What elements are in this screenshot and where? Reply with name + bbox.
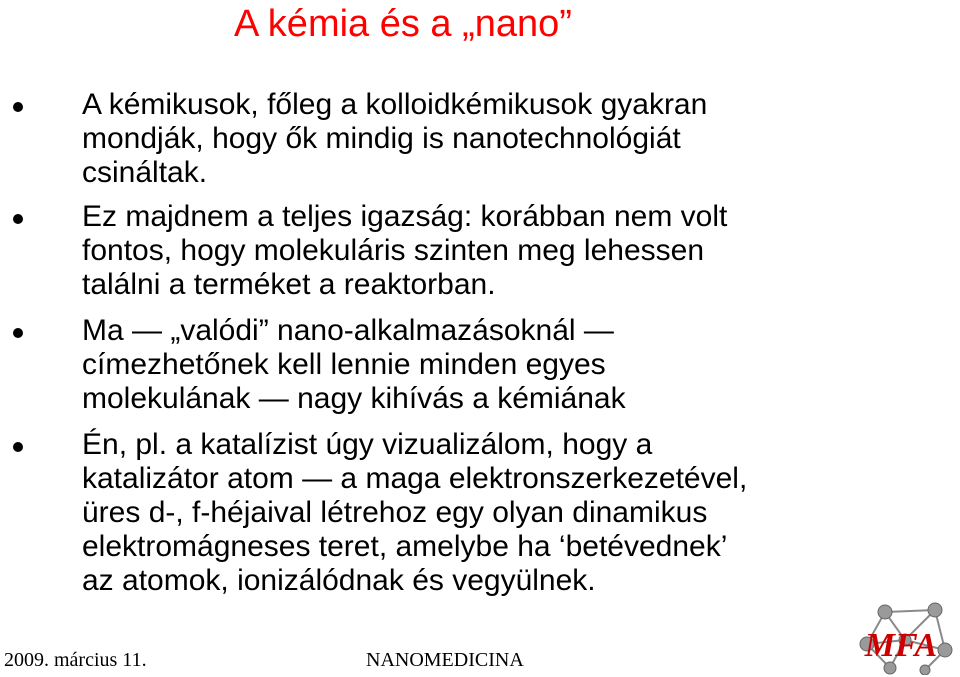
- bullet-item: [0, 200, 960, 302]
- bullet-text: Ez majdnem a teljes igazság: korábban nem volt fontos, hogy molekuláris szinten meg lehessen találni a terméket a reaktorban.: [82, 200, 728, 301]
- logo-text: MFA: [864, 627, 938, 664]
- bullet-dot-icon: [13, 328, 23, 338]
- slide-title: A kémia és a „nano”: [234, 3, 572, 45]
- footer-date: 2009. március 11.: [4, 649, 147, 671]
- bullet-item: [0, 88, 960, 190]
- bullet-list: [0, 88, 960, 598]
- bullet-item: [0, 314, 960, 416]
- bullet-text: Én, pl. a katalízist úgy vizualizálom, hogy a katalizátor atom — a maga elektronszerkezetével, üres d-, f-héjaival létrehoz egy olyan dinamikus elektromágneses teret, amelybe ha ‘betévednek’ az atomok, ionizálódnak és vegyülnek.: [82, 428, 748, 597]
- bullet-text: Ma — „valódi” nano-alkalmazásoknál — címezhetőnek kell lennie minden egyes molekulának — nagy kihívás a kémiának: [82, 314, 626, 415]
- bullet-dot-icon: [13, 442, 23, 452]
- mfa-logo: [845, 600, 957, 675]
- footer-title: NANOMEDICINA: [366, 649, 524, 671]
- bullet-dot-icon: [13, 102, 23, 112]
- bullet-text: A kémikusok, főleg a kolloidkémikusok gyakran mondják, hogy ők mindig is nanotechnológiát csináltak.: [82, 88, 708, 189]
- bullet-item: [0, 428, 960, 598]
- bullet-dot-icon: [13, 214, 23, 224]
